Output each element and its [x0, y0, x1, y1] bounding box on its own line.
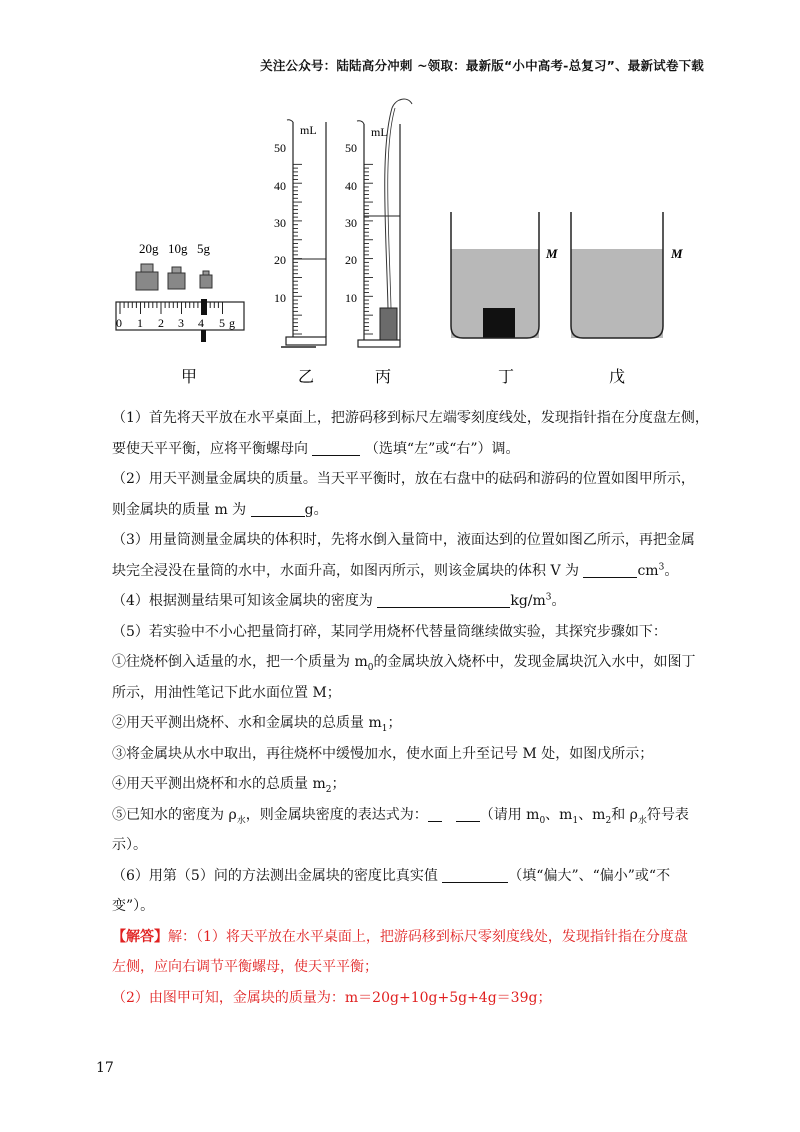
- label-yi: 乙: [298, 369, 315, 386]
- q5-step3: ③将金属块从水中取出，再往烧杯中缓慢加水，使水面上升至记号 M 处，如图戊所示；: [112, 745, 654, 762]
- yi-tick-50: 50: [274, 141, 286, 155]
- q3-blank[interactable]: [583, 561, 637, 578]
- answer-tag: 【解答】: [112, 928, 168, 945]
- weights-and-slider-scale: [116, 241, 244, 342]
- beaker-wu-mark: M: [671, 246, 683, 261]
- bing-tick-40: 40: [345, 179, 357, 193]
- answer-line1: 【解答】解：（1）将天平放在水平桌面上，把游码移到标尺零刻度线处，发现指针指在分度盘: [112, 928, 688, 945]
- yi-tick-20: 20: [274, 253, 286, 267]
- weight-label-10g: 10g: [168, 241, 188, 256]
- q6-blank[interactable]: [442, 866, 508, 883]
- beaker-ding-mark: M: [546, 246, 558, 261]
- scale-tick-5: 5: [219, 316, 225, 330]
- q1-blank[interactable]: [312, 439, 360, 456]
- answer-line3: （2）由图甲可知，金属块的质量为：m＝20g+10g+5g+4g＝39g；: [112, 989, 552, 1006]
- q2-line1: （2）用天平测量金属块的质量。当天平平衡时，放在右盘中的砝码和游码的位置如图甲所示，: [112, 471, 695, 487]
- scale-tick-1: 1: [137, 316, 143, 330]
- yi-tick-40: 40: [274, 179, 286, 193]
- q1-line2: 要使天平平衡，应将平衡螺母向 （选填“左”或“右”）调。: [112, 440, 520, 457]
- experiment-figure: [0, 90, 800, 390]
- beaker-wu: [571, 212, 683, 338]
- label-wu: 戊: [609, 369, 626, 386]
- q3-line2: 块完全浸没在量筒的水中，水面升高，如图丙所示，则该金属块的体积 V 为 $cm^3$。: [112, 561, 679, 579]
- yi-tick-30: 30: [274, 216, 286, 230]
- question-body: [112, 403, 712, 1013]
- label-bing: 丙: [375, 369, 392, 386]
- weight-label-5g: 5g: [197, 241, 210, 256]
- q5-step2: ②用天平测出烧杯、水和金属块的总质量 $m_1$；: [112, 715, 402, 734]
- q6-line1: （6）用第（5）问的方法测出金属块的密度比真实值 （填“偏大”、“偏小”或“不: [112, 867, 671, 884]
- scale-unit: g: [229, 316, 235, 330]
- bing-tick-20: 20: [345, 253, 357, 267]
- beaker-ding: [451, 212, 558, 338]
- label-jia: 甲: [181, 369, 198, 386]
- scale-tick-3: 3: [178, 316, 184, 330]
- q5-intro: （5）若实验中不小心把量筒打碎，某同学用烧杯代替量筒继续做实验，其探究步骤如下：: [112, 623, 667, 640]
- q5-blank-b[interactable]: [456, 805, 480, 822]
- page-number: 17: [96, 1060, 114, 1076]
- cylinder-yi: [274, 120, 326, 347]
- q4-line: （4）根据测量结果可知该金属块的密度为 $kg/m^3$。: [112, 592, 566, 609]
- weight-label-20g: 20g: [139, 241, 159, 256]
- page-header: 关注公众号：陆陆高分冲刺 ~领取：最新版“小中高考-总复习”、最新试卷下载: [260, 58, 704, 73]
- q5-step1-cont: 所示，用油性笔记下此水面位置 M；: [112, 684, 341, 701]
- q5-step4: ④用天平测出烧杯和水的总质量 $m_2$；: [112, 776, 346, 795]
- q5-blank-a[interactable]: [428, 805, 442, 822]
- q5-step1: ①往烧杯倒入适量的水，把一个质量为 $m_0$的金属块放入烧杯中，发现金属块沉入水中，如图丁: [112, 654, 696, 673]
- q3-line1: （3）用量筒测量金属块的体积时，先将水倒入量筒中，液面达到的位置如图乙所示，再把金属: [112, 532, 695, 548]
- bing-tick-30: 30: [345, 216, 357, 230]
- scale-tick-2: 2: [158, 316, 164, 330]
- yi-tick-10: 10: [274, 291, 286, 305]
- bing-tick-50: 50: [345, 141, 357, 155]
- label-ding: 丁: [498, 369, 515, 386]
- cylinder-bing: [345, 99, 412, 347]
- q2-line2: 则金属块的质量 m 为 g。: [112, 501, 328, 518]
- q1-line1: （1）首先将天平放在水平桌面上，把游码移到标尺左端零刻度线处，发现指针指在分度盘左侧，: [112, 410, 709, 426]
- answer-line2: 左侧，应向右调节平衡螺母，使天平平衡；: [112, 959, 378, 975]
- q5-step5-cont: 示）。: [112, 837, 147, 853]
- q6-line2: 变”）。: [112, 898, 155, 914]
- bing-tick-10: 10: [345, 291, 357, 305]
- scale-tick-0: 0: [116, 316, 122, 330]
- q4-blank[interactable]: [377, 591, 510, 608]
- scale-tick-4: 4: [198, 316, 204, 330]
- cylinder-bing-unit: mL: [371, 125, 388, 139]
- cylinder-yi-unit: mL: [300, 123, 317, 137]
- q5-step5: ⑤已知水的密度为 $\rho_水$，则金属块密度的表达式为： （请用 $m_0$、$m_1$、$m_2$和 $\rho_水$符号表: [112, 806, 689, 826]
- q2-blank[interactable]: [251, 500, 305, 517]
